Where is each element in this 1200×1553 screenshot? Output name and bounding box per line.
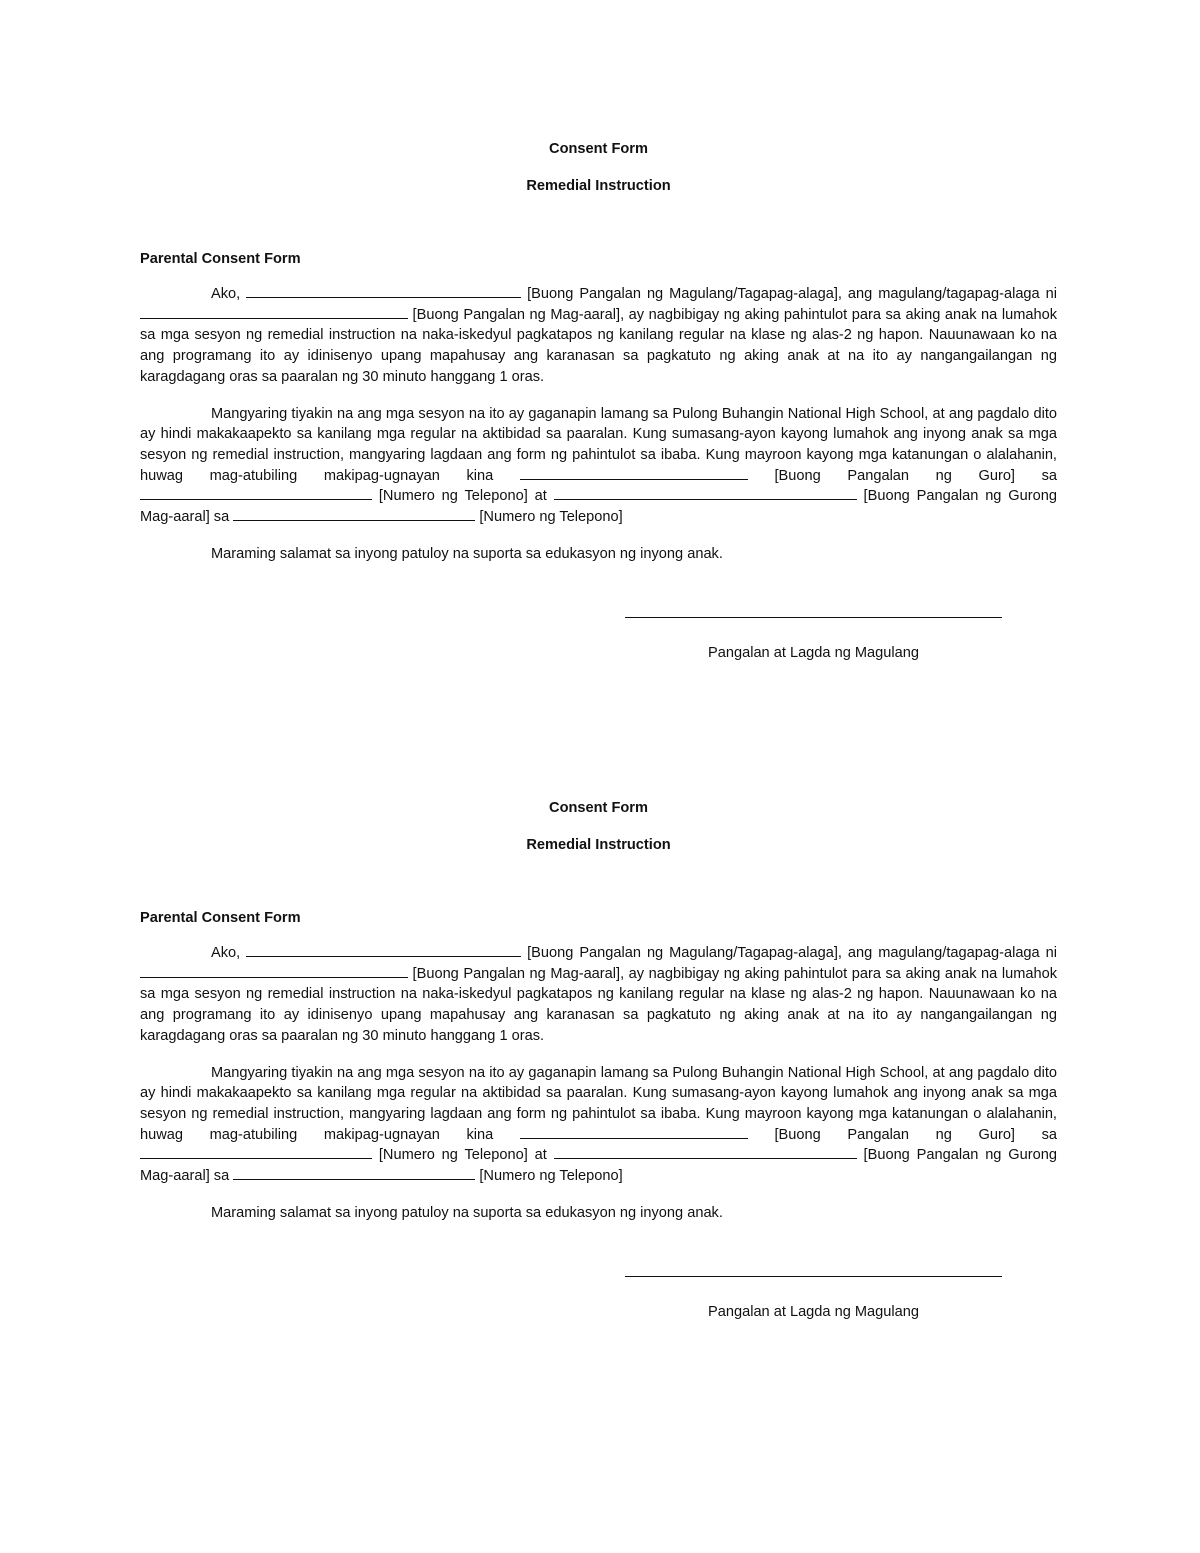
paragraph-text: [Numero ng Telepono]	[479, 1168, 623, 1185]
thanks-paragraph: Maraming salamat sa inyong patuloy na suporta sa edukasyon ng inyong anak.	[211, 545, 723, 562]
signature-label: Pangalan at Lagda ng Magulang	[708, 645, 919, 662]
form-subtitle: Remedial Instruction	[526, 178, 671, 194]
student-teacher-phone-blank[interactable]	[233, 1166, 475, 1180]
venue-paragraph	[140, 404, 1057, 528]
paragraph-text: Mangyaring tiyakin na ang mga sesyon na ito ay gaganapin lamang sa Pulong Buhangin National High School, at ang pagdalo dito ay hindi makakaapekto sa kanilang mga regular na aktibidad sa paaralan. Kung sumasang-ayon kayong lumahok ang inyong anak sa mga sesyon ng remedial instruction, mangyaring lagdaan ang form ng pahintulot sa ibaba. Kung mayroon kayong mga katanungan o alalahanin, huwag mag-atubiling makipag-ugnayan kina	[140, 1064, 1057, 1143]
paragraph-text: [Numero ng Telepono]	[479, 509, 623, 526]
paragraph-text: [Numero ng Telepono] at	[378, 1147, 547, 1164]
consent-form-1	[140, 139, 1057, 704]
section-heading: Parental Consent Form	[140, 910, 301, 926]
paragraph-text: Mangyaring tiyakin na ang mga sesyon na ito ay gaganapin lamang sa Pulong Buhangin National High School, at ang pagdalo dito ay hindi makakaapekto sa kanilang mga regular na aktibidad sa paaralan. Kung sumasang-ayon kayong lumahok ang inyong anak sa mga sesyon ng remedial instruction, mangyaring lagdaan ang form ng pahintulot sa ibaba. Kung mayroon kayong mga katanungan o alalahanin, huwag mag-atubiling makipag-ugnayan kina	[140, 405, 1057, 484]
paragraph-text: [Buong Pangalan ng Gurong Mag-aaral] sa	[140, 488, 1057, 526]
student-teacher-name-blank[interactable]	[554, 486, 857, 500]
paragraph-text: [Buong Pangalan ng Mag-aaral], ay nagbibigay ng aking pahintulot para sa aking anak na lumahok sa mga sesyon ng remedial instruction na naka-iskedyul pagkatapos ng kanilang regular na klase ng alas-2 ng hapon. Nauunawaan ko na ang programang ito ay idinisenyo upang mapahusay ang karanasan sa pagkatuto ng aking anak at na ito ay nangangailangan ng karagdagang oras sa paaralan ng 30 minuto hanggang 1 oras.	[140, 965, 1057, 1044]
form-title: Consent Form	[549, 141, 648, 157]
signature-block	[140, 564, 1057, 704]
consent-paragraph	[140, 943, 1057, 1047]
paragraph-text: [Numero ng Telepono] at	[378, 488, 547, 505]
parent-name-blank[interactable]	[246, 943, 521, 957]
signature-line[interactable]	[625, 1276, 1002, 1277]
paragraph-text: Ako,	[211, 945, 241, 961]
teacher-phone-blank[interactable]	[140, 486, 372, 500]
paragraph-text: [Buong Pangalan ng Magulang/Tagapag-alaga], ang magulang/tagapag-alaga ni	[527, 286, 1057, 302]
teacher-name-blank[interactable]	[520, 1125, 748, 1139]
teacher-name-blank[interactable]	[520, 466, 748, 480]
teacher-phone-blank[interactable]	[140, 1145, 372, 1159]
thanks-paragraph: Maraming salamat sa inyong patuloy na suporta sa edukasyon ng inyong anak.	[211, 1204, 723, 1221]
venue-paragraph	[140, 1063, 1057, 1187]
consent-paragraph	[140, 284, 1057, 388]
parent-name-blank[interactable]	[246, 284, 521, 298]
paragraph-text: [Buong Pangalan ng Magulang/Tagapag-alaga], ang magulang/tagapag-alaga ni	[527, 945, 1057, 961]
paragraph-text: [Buong Pangalan ng Mag-aaral], ay nagbibigay ng aking pahintulot para sa aking anak na lumahok sa mga sesyon ng remedial instruction na naka-iskedyul pagkatapos ng kanilang regular na klase ng alas-2 ng hapon. Nauunawaan ko na ang programang ito ay idinisenyo upang mapahusay ang karanasan sa pagkatuto ng aking anak at na ito ay nangangailangan ng karagdagang oras sa paaralan ng 30 minuto hanggang 1 oras.	[140, 306, 1057, 385]
signature-block	[140, 1223, 1057, 1363]
paragraph-text: Ako,	[211, 286, 241, 302]
form-subtitle: Remedial Instruction	[526, 837, 671, 853]
consent-form-2	[140, 798, 1057, 1363]
signature-line[interactable]	[625, 617, 1002, 618]
signature-label: Pangalan at Lagda ng Magulang	[708, 1304, 919, 1321]
paragraph-text: [Buong Pangalan ng Gurong Mag-aaral] sa	[140, 1147, 1057, 1185]
section-heading: Parental Consent Form	[140, 251, 301, 267]
student-name-blank[interactable]	[140, 305, 408, 319]
student-name-blank[interactable]	[140, 964, 408, 978]
student-teacher-name-blank[interactable]	[554, 1145, 857, 1159]
paragraph-text: [Buong Pangalan ng Guro] sa	[774, 1126, 1058, 1143]
paragraph-text: [Buong Pangalan ng Guro] sa	[774, 467, 1058, 484]
form-title: Consent Form	[549, 800, 648, 816]
student-teacher-phone-blank[interactable]	[233, 507, 475, 521]
